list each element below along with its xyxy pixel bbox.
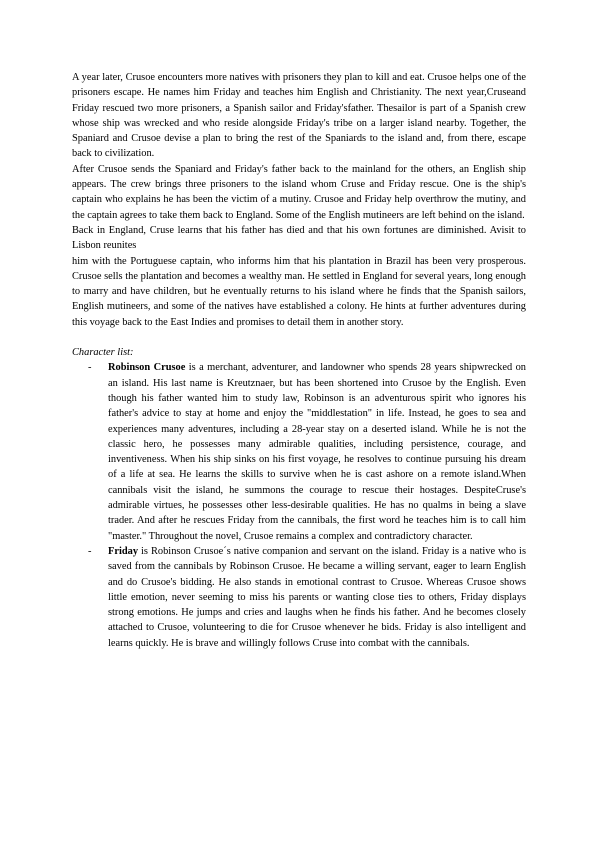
paragraph-4: him with the Portuguese captain, who informs him that his plantation in Brazil has been very prosperous. Crusoe sells the plantation and becomes a wealthy man. He settled in England for several years, long enough to marry and have children, but he eventually returns to his island where he finds that the Spanish sailors, English mutineers, and some of the natives have established a colony. He hints at further adventures during this voyage back to the East Indies and promises to detail them in another story. (72, 255, 526, 328)
list-bullet: - (88, 362, 92, 374)
section-spacer (72, 330, 526, 345)
paragraph-2: After Crusoe sends the Spaniard and Friday's father back to the mainland for the others, an English ship appears. The crew brings three prisoners to the island whom Cruse and Friday rescue. One is the ship's captain who explains he has been the victim of a mutiny. Crusoe and Friday help overthrow the mutiny, and the captain agrees to take them back to England. Some of the English mutineers are left behind on the island. (72, 163, 526, 221)
character-item-friday (72, 544, 526, 651)
character-list-title: Character list: (72, 347, 134, 359)
character-description: is Robinson Crusoe´s native companion and servant on the island. Friday is a native who is saved from the cannibals by Robinson Crusoe. He became a willing servant, eager to learn English and do Crusoe's bidding. He also stands in emotional contrast to Crusoe. Whereas Crusoe shows little emotion, never seeming to miss his parents or wanting close ties to others, Friday displays strong emotions. He jumps and cries and laughs when he finds his father. And he becomes closely attached to Crusoe, volunteering to die for Crusoe whenever he bids. Friday is also intelligent and learns quickly. He is brave and willingly follows Cruse into combat with the cannibals. (108, 545, 526, 649)
character-list (72, 360, 526, 651)
paragraph-3: Back in England, Cruse learns that his father has died and that his own fortunes are diminished. Avisit to Lisbon reunites (72, 224, 526, 252)
paragraph-1: A year later, Crusoe encounters more natives with prisoners they plan to kill and eat. Crusoe helps one of the prisoners escape. He names him Friday and teaches him English and Christianity. The next year,Cruseand Friday rescued two more prisoners, a Spanish sailor and Friday'sfather. Thesailor is part of a Spanish crew whose ship was wrecked and who reside alongside Friday's tribe on a larger island nearby. Together, the Spaniard and Crusoe devise a plan to bring the rest of the Spaniards to the island and, from there, escape back to civilization. (72, 72, 526, 160)
character-item-robinson-crusoe (72, 360, 526, 544)
document-page (72, 70, 526, 651)
character-description: is a merchant, adventurer, and landowner who spends 28 years shipwrecked on an island. His last name is Kreutznaer, but has been shortened into Crusoe by the English. Even though his father wanted him to study law, Robinson is an adventurous spirit who ignores his father's advice to stay at home and enjoy the "middlestation" in life. Instead, he goes to sea and experiences many adventures, including a 28-year stay on a deserted island. While he is not the classic hero, he possesses many admirable qualities, including persistence, courage, and inventiveness. When his ship sinks on his first voyage, he resolves to continue pursuing his dream of a life at sea. He learns the skills to survive when he is cast ashore on a remote island.When cannibals visit the island, he summons the courage to rescue their hostages. DespiteCruse's admirable virtues, he possesses other less-desirable qualities. He has no qualms in being a slave trader. And after he rescues Friday from the cannibals, the first word he teaches him is to call him "master." Throughout the novel, Crusoe remains a complex and contradictory character. (108, 362, 526, 542)
character-name: Robinson Crusoe (108, 362, 186, 374)
character-name: Friday (108, 545, 139, 557)
list-bullet: - (88, 545, 92, 557)
